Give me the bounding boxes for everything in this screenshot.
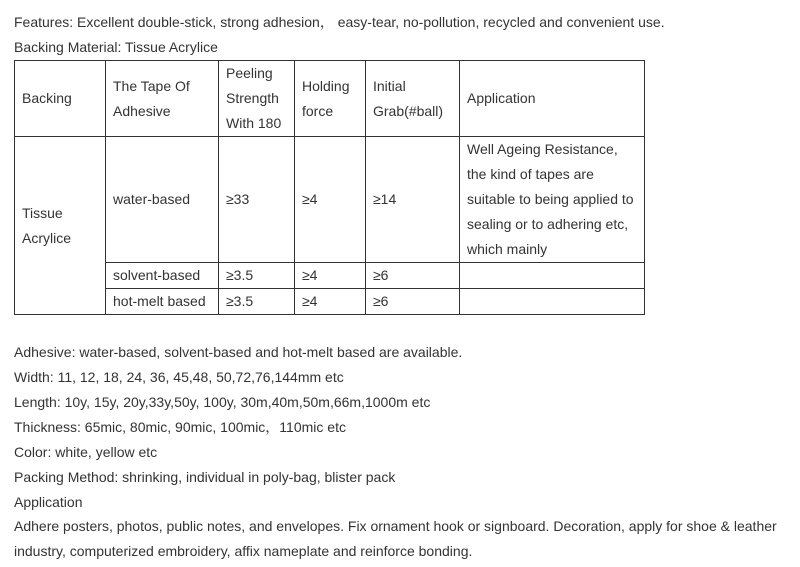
application-line-5: which mainly <box>467 241 548 257</box>
application-cell-empty <box>460 289 645 315</box>
adhesive-value: hot-melt based <box>113 293 206 309</box>
thickness-spec: Thickness: 65mic, 80mic, 90mic, 100mic，110mic etc <box>14 419 346 435</box>
adhesive-cell <box>106 263 219 289</box>
backing-line-1: Tissue <box>22 204 63 221</box>
length-spec: Length: 10y, 15y, 20y,33y,50y, 100y, 30m,40m,50m,66m,1000m etc <box>14 394 431 410</box>
table-row <box>15 289 645 315</box>
grab-value: ≥6 <box>373 293 389 309</box>
header-peeling-strength <box>219 61 295 137</box>
holding-value: ≥4 <box>302 267 318 283</box>
header-application <box>460 61 645 137</box>
grab-value: ≥14 <box>373 191 397 207</box>
adhesive-value: water-based <box>113 191 191 207</box>
spec-table <box>14 60 645 315</box>
header-grab-line-2: Grab(#ball) <box>373 102 444 119</box>
application-heading: Application <box>14 494 83 510</box>
peeling-value: ≥3.5 <box>226 293 254 309</box>
header-backing-label: Backing <box>22 90 72 106</box>
holding-value: ≥4 <box>302 293 318 309</box>
application-cell-empty <box>460 263 645 289</box>
peeling-cell <box>219 263 295 289</box>
application-line-1: Well Ageing Resistance, <box>467 141 618 157</box>
header-peel-line-1: Peeling <box>226 65 273 81</box>
holding-cell <box>295 289 366 315</box>
backing-line-2: Acrylice <box>22 229 72 246</box>
color-spec: Color: white, yellow etc <box>14 444 158 460</box>
application-line-2: the kind of tapes are <box>467 166 594 182</box>
packing-spec: Packing Method: shrinking, individual in poly-bag, blister pack <box>14 469 396 485</box>
application-line-3: suitable to being applied to <box>467 191 634 207</box>
grab-value: ≥6 <box>373 267 389 283</box>
peeling-value: ≥33 <box>226 191 250 207</box>
features-text: Features: Excellent double-stick, strong adhesion， easy-tear, no-pollution, recycled and convenient use. <box>14 14 665 30</box>
holding-cell <box>295 263 366 289</box>
grab-cell <box>366 263 460 289</box>
grab-cell <box>366 289 460 315</box>
adhesive-cell <box>106 137 219 263</box>
adhesive-cell <box>106 289 219 315</box>
header-hold-line-2: force <box>302 102 334 119</box>
header-tape-line-2: Adhesive <box>113 102 171 119</box>
header-backing <box>15 61 106 137</box>
application-line-4: sealing or to adhering etc, <box>467 216 629 232</box>
header-tape-of-adhesive <box>106 61 219 137</box>
header-initial-grab <box>366 61 460 137</box>
holding-value: ≥4 <box>302 191 318 207</box>
table-row <box>15 137 645 263</box>
holding-cell <box>295 137 366 263</box>
header-peel-line-2: Strength <box>226 90 279 106</box>
header-application-label: Application <box>467 90 536 106</box>
table-header-row <box>15 61 645 137</box>
adhesive-value: solvent-based <box>113 267 201 283</box>
width-spec: Width: 11, 12, 18, 24, 36, 45,48, 50,72,76,144mm etc <box>14 369 344 385</box>
peeling-cell <box>219 137 295 263</box>
adhesive-spec: Adhesive: water-based, solvent-based and hot-melt based are available. <box>14 344 463 360</box>
grab-cell <box>366 137 460 263</box>
header-hold-line-1: Holding <box>302 77 350 94</box>
header-peel-line-3: With 180 <box>226 115 282 131</box>
header-tape-line-1: The Tape Of <box>113 77 190 94</box>
table-row <box>15 263 645 289</box>
application-description: Adhere posters, photos, public notes, and envelopes. Fix ornament hook or signboard. Decoration, apply for shoe & leather industry, computerized embroidery, affix nameplate and reinforce bonding. <box>14 518 777 559</box>
peeling-cell <box>219 289 295 315</box>
backing-cell <box>15 137 106 315</box>
backing-material-text: Backing Material: Tissue Acrylice <box>14 39 218 55</box>
header-grab-line-1: Initial <box>373 77 406 94</box>
peeling-value: ≥3.5 <box>226 267 254 283</box>
application-cell <box>460 137 645 263</box>
header-holding-force <box>295 61 366 137</box>
